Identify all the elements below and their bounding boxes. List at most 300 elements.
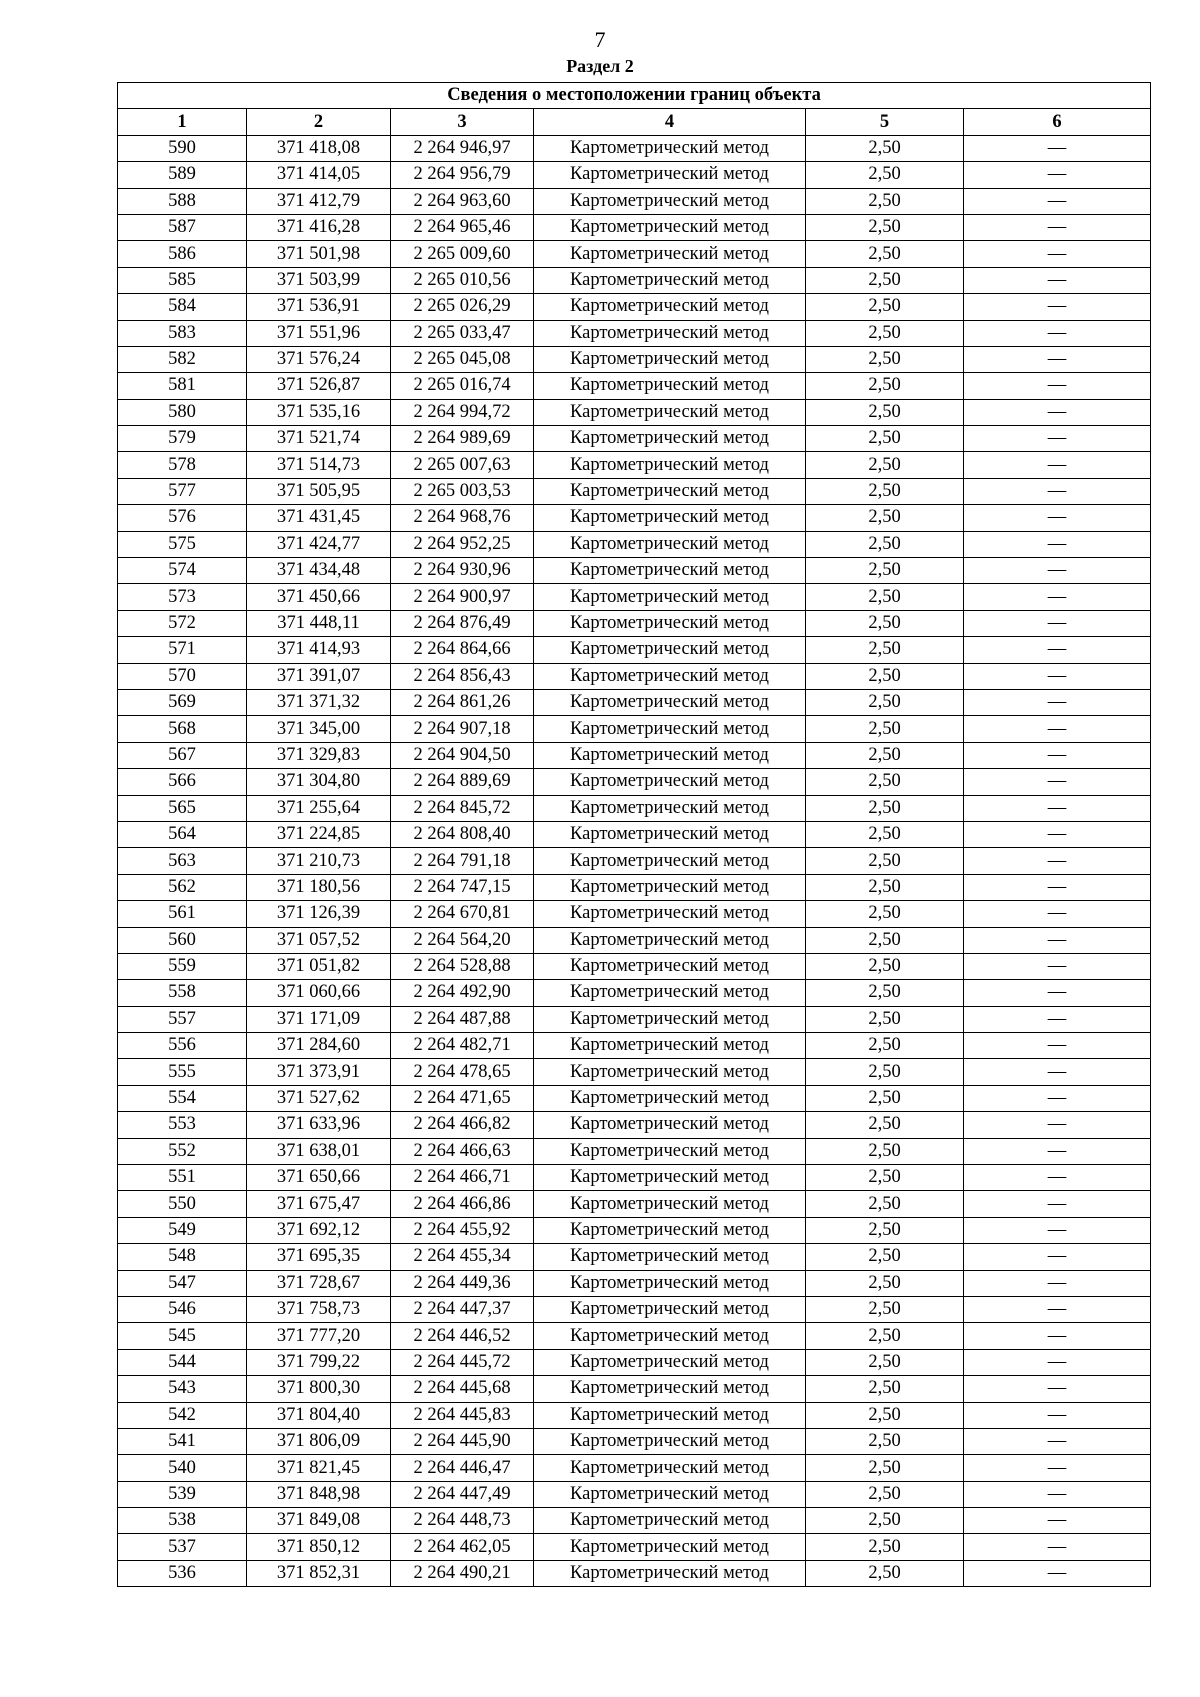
method-cell: Картометрический метод — [534, 1112, 806, 1138]
table-row — [118, 373, 1151, 399]
x-coordinate-cell: 371 431,45 — [247, 505, 391, 531]
table-row — [118, 188, 1151, 214]
y-coordinate-cell: 2 264 466,86 — [391, 1191, 534, 1217]
point-number-cell: 565 — [118, 795, 247, 821]
x-coordinate-cell: 371 852,31 — [247, 1560, 391, 1586]
y-coordinate-cell: 2 264 946,97 — [391, 135, 534, 161]
y-coordinate-cell: 2 264 845,72 — [391, 795, 534, 821]
table-row — [118, 637, 1151, 663]
table-row — [118, 716, 1151, 742]
x-coordinate-cell: 371 576,24 — [247, 346, 391, 372]
point-number-cell: 586 — [118, 241, 247, 267]
y-coordinate-cell: 2 265 003,53 — [391, 478, 534, 504]
table-row — [118, 1376, 1151, 1402]
table-row — [118, 1481, 1151, 1507]
y-coordinate-cell: 2 264 989,69 — [391, 426, 534, 452]
table-caption: Сведения о местоположении границ объекта — [118, 83, 1151, 109]
description-cell: — — [964, 1534, 1151, 1560]
description-cell: — — [964, 610, 1151, 636]
method-cell: Картометрический метод — [534, 1138, 806, 1164]
table-row — [118, 241, 1151, 267]
accuracy-cell: 2,50 — [806, 1376, 964, 1402]
y-coordinate-cell: 2 264 876,49 — [391, 610, 534, 636]
method-cell: Картометрический метод — [534, 1323, 806, 1349]
point-number-cell: 555 — [118, 1059, 247, 1085]
x-coordinate-cell: 371 448,11 — [247, 610, 391, 636]
table-row — [118, 1534, 1151, 1560]
accuracy-cell: 2,50 — [806, 1085, 964, 1111]
x-coordinate-cell: 371 329,83 — [247, 742, 391, 768]
point-number-cell: 551 — [118, 1165, 247, 1191]
table-row — [118, 663, 1151, 689]
x-coordinate-cell: 371 060,66 — [247, 980, 391, 1006]
method-cell: Картометрический метод — [534, 373, 806, 399]
method-cell: Картометрический метод — [534, 584, 806, 610]
y-coordinate-cell: 2 264 889,69 — [391, 769, 534, 795]
method-cell: Картометрический метод — [534, 1376, 806, 1402]
table-row — [118, 689, 1151, 715]
point-number-cell: 536 — [118, 1560, 247, 1586]
y-coordinate-cell: 2 264 445,83 — [391, 1402, 534, 1428]
y-coordinate-cell: 2 264 446,47 — [391, 1455, 534, 1481]
accuracy-cell: 2,50 — [806, 558, 964, 584]
description-cell: — — [964, 478, 1151, 504]
y-coordinate-cell: 2 264 861,26 — [391, 689, 534, 715]
table-row — [118, 1455, 1151, 1481]
table-row — [118, 320, 1151, 346]
description-cell: — — [964, 716, 1151, 742]
y-coordinate-cell: 2 264 492,90 — [391, 980, 534, 1006]
x-coordinate-cell: 371 526,87 — [247, 373, 391, 399]
y-coordinate-cell: 2 264 791,18 — [391, 848, 534, 874]
y-coordinate-cell: 2 264 446,52 — [391, 1323, 534, 1349]
method-cell: Картометрический метод — [534, 1534, 806, 1560]
x-coordinate-cell: 371 371,32 — [247, 689, 391, 715]
description-cell: — — [964, 399, 1151, 425]
table-row — [118, 1244, 1151, 1270]
description-cell: — — [964, 241, 1151, 267]
table-row — [118, 531, 1151, 557]
point-number-cell: 550 — [118, 1191, 247, 1217]
method-cell: Картометрический метод — [534, 1270, 806, 1296]
method-cell: Картометрический метод — [534, 1402, 806, 1428]
accuracy-cell: 2,50 — [806, 294, 964, 320]
method-cell: Картометрический метод — [534, 1085, 806, 1111]
point-number-cell: 578 — [118, 452, 247, 478]
x-coordinate-cell: 371 501,98 — [247, 241, 391, 267]
x-coordinate-cell: 371 821,45 — [247, 1455, 391, 1481]
x-coordinate-cell: 371 521,74 — [247, 426, 391, 452]
point-number-cell: 566 — [118, 769, 247, 795]
accuracy-cell: 2,50 — [806, 505, 964, 531]
accuracy-cell: 2,50 — [806, 610, 964, 636]
accuracy-cell: 2,50 — [806, 426, 964, 452]
y-coordinate-cell: 2 264 487,88 — [391, 1006, 534, 1032]
y-coordinate-cell: 2 264 528,88 — [391, 953, 534, 979]
point-number-cell: 585 — [118, 267, 247, 293]
description-cell: — — [964, 1323, 1151, 1349]
y-coordinate-cell: 2 264 462,05 — [391, 1534, 534, 1560]
point-number-cell: 590 — [118, 135, 247, 161]
description-cell: — — [964, 267, 1151, 293]
accuracy-cell: 2,50 — [806, 848, 964, 874]
table-row — [118, 1059, 1151, 1085]
x-coordinate-cell: 371 535,16 — [247, 399, 391, 425]
table-row — [118, 1138, 1151, 1164]
description-cell: — — [964, 1217, 1151, 1243]
y-coordinate-cell: 2 265 033,47 — [391, 320, 534, 346]
table-row — [118, 135, 1151, 161]
y-coordinate-cell: 2 264 471,65 — [391, 1085, 534, 1111]
x-coordinate-cell: 371 849,08 — [247, 1508, 391, 1534]
x-coordinate-cell: 371 416,28 — [247, 214, 391, 240]
accuracy-cell: 2,50 — [806, 1560, 964, 1586]
y-coordinate-cell: 2 264 466,63 — [391, 1138, 534, 1164]
accuracy-cell: 2,50 — [806, 135, 964, 161]
x-coordinate-cell: 371 255,64 — [247, 795, 391, 821]
y-coordinate-cell: 2 264 445,72 — [391, 1349, 534, 1375]
description-cell: — — [964, 1560, 1151, 1586]
description-cell: — — [964, 505, 1151, 531]
y-coordinate-cell: 2 265 045,08 — [391, 346, 534, 372]
point-number-cell: 575 — [118, 531, 247, 557]
point-number-cell: 577 — [118, 478, 247, 504]
table-row — [118, 162, 1151, 188]
description-cell: — — [964, 135, 1151, 161]
table-row — [118, 505, 1151, 531]
column-header: 6 — [964, 109, 1151, 135]
accuracy-cell: 2,50 — [806, 399, 964, 425]
method-cell: Картометрический метод — [534, 610, 806, 636]
accuracy-cell: 2,50 — [806, 584, 964, 610]
accuracy-cell: 2,50 — [806, 1191, 964, 1217]
point-number-cell: 562 — [118, 874, 247, 900]
table-row — [118, 1402, 1151, 1428]
x-coordinate-cell: 371 057,52 — [247, 927, 391, 953]
point-number-cell: 573 — [118, 584, 247, 610]
description-cell: — — [964, 373, 1151, 399]
accuracy-cell: 2,50 — [806, 716, 964, 742]
x-coordinate-cell: 371 450,66 — [247, 584, 391, 610]
method-cell: Картометрический метод — [534, 241, 806, 267]
accuracy-cell: 2,50 — [806, 531, 964, 557]
x-coordinate-cell: 371 804,40 — [247, 1402, 391, 1428]
table-row — [118, 1191, 1151, 1217]
point-number-cell: 570 — [118, 663, 247, 689]
description-cell: — — [964, 1296, 1151, 1322]
x-coordinate-cell: 371 848,98 — [247, 1481, 391, 1507]
accuracy-cell: 2,50 — [806, 689, 964, 715]
y-coordinate-cell: 2 264 930,96 — [391, 558, 534, 584]
description-cell: — — [964, 558, 1151, 584]
method-cell: Картометрический метод — [534, 267, 806, 293]
description-cell: — — [964, 795, 1151, 821]
y-coordinate-cell: 2 264 900,97 — [391, 584, 534, 610]
point-number-cell: 581 — [118, 373, 247, 399]
table-row — [118, 558, 1151, 584]
description-cell: — — [964, 294, 1151, 320]
method-cell: Картометрический метод — [534, 1033, 806, 1059]
table-row — [118, 1296, 1151, 1322]
x-coordinate-cell: 371 806,09 — [247, 1428, 391, 1454]
point-number-cell: 569 — [118, 689, 247, 715]
accuracy-cell: 2,50 — [806, 901, 964, 927]
table-row — [118, 214, 1151, 240]
point-number-cell: 567 — [118, 742, 247, 768]
accuracy-cell: 2,50 — [806, 1296, 964, 1322]
table-row — [118, 584, 1151, 610]
accuracy-cell: 2,50 — [806, 742, 964, 768]
point-number-cell: 587 — [118, 214, 247, 240]
x-coordinate-cell: 371 412,79 — [247, 188, 391, 214]
method-cell: Картометрический метод — [534, 1349, 806, 1375]
method-cell: Картометрический метод — [534, 531, 806, 557]
x-coordinate-cell: 371 210,73 — [247, 848, 391, 874]
method-cell: Картометрический метод — [534, 1165, 806, 1191]
description-cell: — — [964, 980, 1151, 1006]
x-coordinate-cell: 371 536,91 — [247, 294, 391, 320]
table-body — [118, 135, 1151, 1586]
point-number-cell: 563 — [118, 848, 247, 874]
point-number-cell: 583 — [118, 320, 247, 346]
x-coordinate-cell: 371 695,35 — [247, 1244, 391, 1270]
description-cell: — — [964, 1508, 1151, 1534]
method-cell: Картометрический метод — [534, 927, 806, 953]
table-row — [118, 1112, 1151, 1138]
accuracy-cell: 2,50 — [806, 1165, 964, 1191]
y-coordinate-cell: 2 264 448,73 — [391, 1508, 534, 1534]
description-cell: — — [964, 953, 1151, 979]
table-row — [118, 953, 1151, 979]
method-cell: Картометрический метод — [534, 795, 806, 821]
table-row — [118, 901, 1151, 927]
x-coordinate-cell: 371 414,93 — [247, 637, 391, 663]
method-cell: Картометрический метод — [534, 821, 806, 847]
point-number-cell: 537 — [118, 1534, 247, 1560]
description-cell: — — [964, 1112, 1151, 1138]
table-row — [118, 267, 1151, 293]
method-cell: Картометрический метод — [534, 953, 806, 979]
description-cell: — — [964, 1138, 1151, 1164]
table-row — [118, 1006, 1151, 1032]
description-cell: — — [964, 742, 1151, 768]
accuracy-cell: 2,50 — [806, 1481, 964, 1507]
table-row — [118, 980, 1151, 1006]
point-number-cell: 574 — [118, 558, 247, 584]
accuracy-cell: 2,50 — [806, 1217, 964, 1243]
method-cell: Картометрический метод — [534, 162, 806, 188]
point-number-cell: 541 — [118, 1428, 247, 1454]
method-cell: Картометрический метод — [534, 1428, 806, 1454]
accuracy-cell: 2,50 — [806, 267, 964, 293]
x-coordinate-cell: 371 692,12 — [247, 1217, 391, 1243]
accuracy-cell: 2,50 — [806, 346, 964, 372]
point-number-cell: 549 — [118, 1217, 247, 1243]
point-number-cell: 561 — [118, 901, 247, 927]
table-row — [118, 1033, 1151, 1059]
point-number-cell: 556 — [118, 1033, 247, 1059]
point-number-cell: 576 — [118, 505, 247, 531]
x-coordinate-cell: 371 373,91 — [247, 1059, 391, 1085]
point-number-cell: 543 — [118, 1376, 247, 1402]
y-coordinate-cell: 2 264 449,36 — [391, 1270, 534, 1296]
accuracy-cell: 2,50 — [806, 1244, 964, 1270]
accuracy-cell: 2,50 — [806, 821, 964, 847]
x-coordinate-cell: 371 514,73 — [247, 452, 391, 478]
column-header: 4 — [534, 109, 806, 135]
table-caption-row — [118, 83, 1151, 109]
method-cell: Картометрический метод — [534, 188, 806, 214]
accuracy-cell: 2,50 — [806, 663, 964, 689]
y-coordinate-cell: 2 264 963,60 — [391, 188, 534, 214]
accuracy-cell: 2,50 — [806, 1138, 964, 1164]
accuracy-cell: 2,50 — [806, 1455, 964, 1481]
point-number-cell: 539 — [118, 1481, 247, 1507]
description-cell: — — [964, 927, 1151, 953]
description-cell: — — [964, 584, 1151, 610]
table-row — [118, 1349, 1151, 1375]
description-cell: — — [964, 1006, 1151, 1032]
method-cell: Картометрический метод — [534, 505, 806, 531]
method-cell: Картометрический метод — [534, 452, 806, 478]
table-row — [118, 1428, 1151, 1454]
description-cell: — — [964, 452, 1151, 478]
y-coordinate-cell: 2 264 956,79 — [391, 162, 534, 188]
table-row — [118, 1560, 1151, 1586]
point-number-cell: 557 — [118, 1006, 247, 1032]
y-coordinate-cell: 2 264 447,37 — [391, 1296, 534, 1322]
y-coordinate-cell: 2 264 490,21 — [391, 1560, 534, 1586]
point-number-cell: 582 — [118, 346, 247, 372]
x-coordinate-cell: 371 633,96 — [247, 1112, 391, 1138]
method-cell: Картометрический метод — [534, 689, 806, 715]
accuracy-cell: 2,50 — [806, 478, 964, 504]
table-row — [118, 1217, 1151, 1243]
x-coordinate-cell: 371 638,01 — [247, 1138, 391, 1164]
point-number-cell: 548 — [118, 1244, 247, 1270]
point-number-cell: 571 — [118, 637, 247, 663]
accuracy-cell: 2,50 — [806, 373, 964, 399]
table-row — [118, 821, 1151, 847]
description-cell: — — [964, 1428, 1151, 1454]
y-coordinate-cell: 2 264 455,92 — [391, 1217, 534, 1243]
accuracy-cell: 2,50 — [806, 188, 964, 214]
method-cell: Картометрический метод — [534, 135, 806, 161]
y-coordinate-cell: 2 264 808,40 — [391, 821, 534, 847]
x-coordinate-cell: 371 418,08 — [247, 135, 391, 161]
accuracy-cell: 2,50 — [806, 241, 964, 267]
description-cell: — — [964, 320, 1151, 346]
x-coordinate-cell: 371 505,95 — [247, 478, 391, 504]
boundary-coordinates-table — [117, 82, 1151, 1587]
description-cell: — — [964, 663, 1151, 689]
column-header: 5 — [806, 109, 964, 135]
accuracy-cell: 2,50 — [806, 1508, 964, 1534]
description-cell: — — [964, 1455, 1151, 1481]
x-coordinate-cell: 371 424,77 — [247, 531, 391, 557]
description-cell: — — [964, 1481, 1151, 1507]
x-coordinate-cell: 371 304,80 — [247, 769, 391, 795]
method-cell: Картометрический метод — [534, 294, 806, 320]
description-cell: — — [964, 689, 1151, 715]
y-coordinate-cell: 2 264 968,76 — [391, 505, 534, 531]
point-number-cell: 547 — [118, 1270, 247, 1296]
method-cell: Картометрический метод — [534, 980, 806, 1006]
method-cell: Картометрический метод — [534, 214, 806, 240]
accuracy-cell: 2,50 — [806, 1270, 964, 1296]
table-row — [118, 1323, 1151, 1349]
table-row — [118, 426, 1151, 452]
accuracy-cell: 2,50 — [806, 1323, 964, 1349]
point-number-cell: 560 — [118, 927, 247, 953]
method-cell: Картометрический метод — [534, 663, 806, 689]
x-coordinate-cell: 371 799,22 — [247, 1349, 391, 1375]
accuracy-cell: 2,50 — [806, 162, 964, 188]
y-coordinate-cell: 2 265 010,56 — [391, 267, 534, 293]
accuracy-cell: 2,50 — [806, 927, 964, 953]
point-number-cell: 544 — [118, 1349, 247, 1375]
method-cell: Картометрический метод — [534, 1560, 806, 1586]
table-row — [118, 1085, 1151, 1111]
x-coordinate-cell: 371 126,39 — [247, 901, 391, 927]
method-cell: Картометрический метод — [534, 742, 806, 768]
point-number-cell: 553 — [118, 1112, 247, 1138]
description-cell: — — [964, 637, 1151, 663]
point-number-cell: 538 — [118, 1508, 247, 1534]
x-coordinate-cell: 371 224,85 — [247, 821, 391, 847]
accuracy-cell: 2,50 — [806, 953, 964, 979]
accuracy-cell: 2,50 — [806, 769, 964, 795]
method-cell: Картометрический метод — [534, 769, 806, 795]
x-coordinate-cell: 371 527,62 — [247, 1085, 391, 1111]
method-cell: Картометрический метод — [534, 716, 806, 742]
table-row — [118, 1508, 1151, 1534]
description-cell: — — [964, 426, 1151, 452]
description-cell: — — [964, 1402, 1151, 1428]
table-row — [118, 927, 1151, 953]
table-row — [118, 874, 1151, 900]
method-cell: Картометрический метод — [534, 637, 806, 663]
y-coordinate-cell: 2 264 907,18 — [391, 716, 534, 742]
point-number-cell: 588 — [118, 188, 247, 214]
y-coordinate-cell: 2 265 016,74 — [391, 373, 534, 399]
table-row — [118, 1270, 1151, 1296]
point-number-cell: 564 — [118, 821, 247, 847]
point-number-cell: 542 — [118, 1402, 247, 1428]
accuracy-cell: 2,50 — [806, 1006, 964, 1032]
point-number-cell: 559 — [118, 953, 247, 979]
method-cell: Картометрический метод — [534, 320, 806, 346]
description-cell: — — [964, 1376, 1151, 1402]
x-coordinate-cell: 371 850,12 — [247, 1534, 391, 1560]
point-number-cell: 572 — [118, 610, 247, 636]
accuracy-cell: 2,50 — [806, 795, 964, 821]
description-cell: — — [964, 1059, 1151, 1085]
accuracy-cell: 2,50 — [806, 1059, 964, 1085]
table-row — [118, 848, 1151, 874]
y-coordinate-cell: 2 264 670,81 — [391, 901, 534, 927]
description-cell: — — [964, 162, 1151, 188]
description-cell: — — [964, 1270, 1151, 1296]
method-cell: Картометрический метод — [534, 1244, 806, 1270]
y-coordinate-cell: 2 264 965,46 — [391, 214, 534, 240]
y-coordinate-cell: 2 265 026,29 — [391, 294, 534, 320]
y-coordinate-cell: 2 264 445,90 — [391, 1428, 534, 1454]
y-coordinate-cell: 2 264 564,20 — [391, 927, 534, 953]
method-cell: Картометрический метод — [534, 1455, 806, 1481]
x-coordinate-cell: 371 800,30 — [247, 1376, 391, 1402]
y-coordinate-cell: 2 264 447,49 — [391, 1481, 534, 1507]
